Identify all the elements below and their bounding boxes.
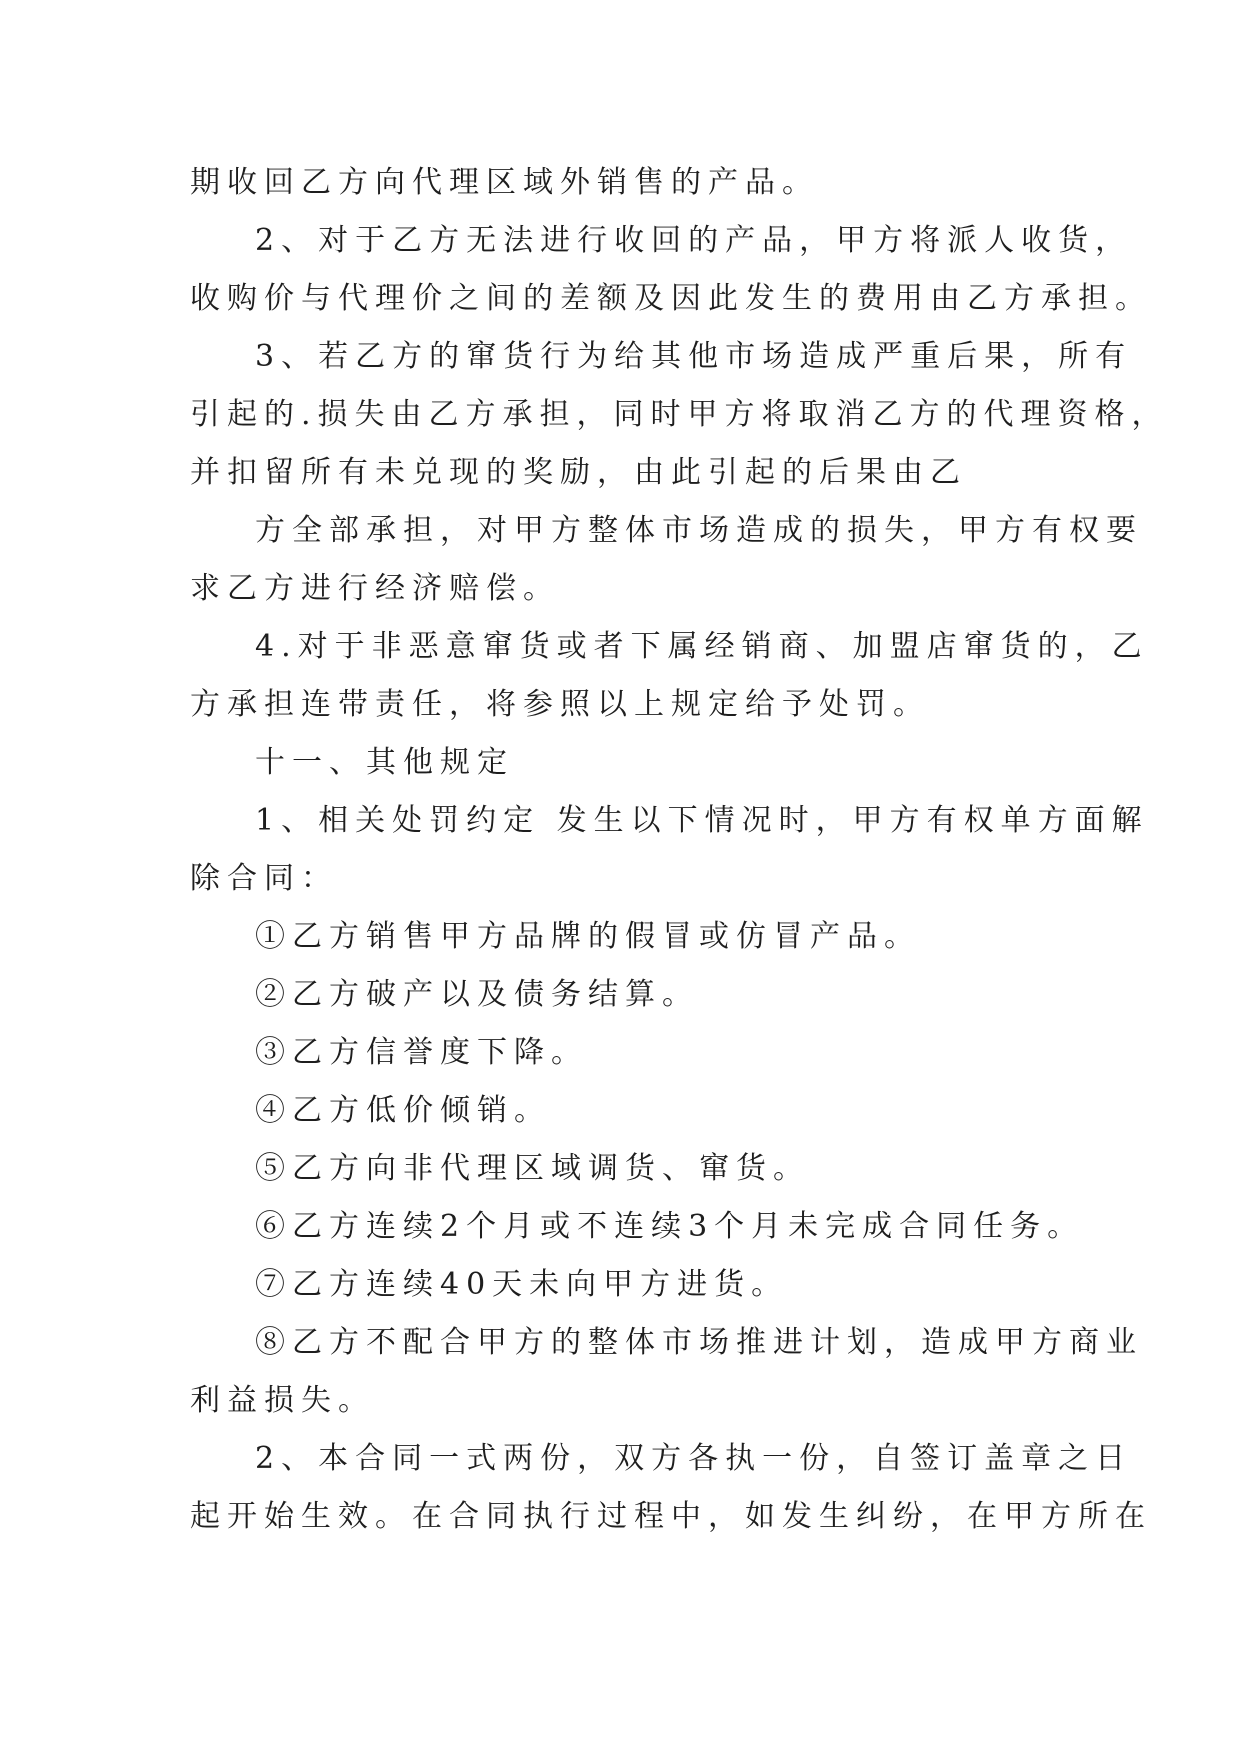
text-line: 利益损失。: [190, 1383, 375, 1418]
list-item: ②乙方破产以及债务结算。: [255, 977, 699, 1012]
text-line: 收购价与代理价之间的差额及因此发生的费用由乙方承担。: [190, 281, 1152, 316]
text-line: 3、若乙方的窜货行为给其他市场造成严重后果，所有: [255, 339, 1133, 374]
list-item: ⑥乙方连续2个月或不连续3个月未完成合同任务。: [255, 1209, 1085, 1244]
list-item: ⑧乙方不配合甲方的整体市场推进计划，造成甲方商业: [255, 1325, 1143, 1360]
text-line: 1、相关处罚约定 发生以下情况时，甲方有权单方面解: [255, 803, 1149, 838]
list-item: ③乙方信誉度下降。: [255, 1035, 588, 1070]
text-line: 除合同：: [190, 861, 338, 896]
text-line: 2、对于乙方无法进行收回的产品，甲方将派人收货，: [255, 223, 1133, 258]
list-item: ⑦乙方连续40天未向甲方进货。: [255, 1267, 789, 1302]
text-line: 求乙方进行经济赔偿。: [190, 571, 560, 606]
text-line: 引起的.损失由乙方承担，同时甲方将取消乙方的代理资格，: [190, 397, 1169, 432]
text-line: 方承担连带责任，将参照以上规定给予处罚。: [190, 687, 930, 722]
text-line: 2、本合同一式两份，双方各执一份，自签订盖章之日: [255, 1441, 1133, 1476]
text-line: 4.对于非恶意窜货或者下属经销商、加盟店窜货的，乙: [255, 629, 1149, 664]
list-item: ⑤乙方向非代理区域调货、窜货。: [255, 1151, 810, 1186]
section-heading: 十一、其他规定: [255, 745, 514, 780]
text-line: 方全部承担，对甲方整体市场造成的损失，甲方有权要: [255, 513, 1143, 548]
text-line: 期收回乙方向代理区域外销售的产品。: [190, 165, 819, 200]
list-item: ①乙方销售甲方品牌的假冒或仿冒产品。: [255, 919, 921, 954]
text-line: 起开始生效。在合同执行过程中，如发生纠纷，在甲方所在: [190, 1499, 1152, 1534]
list-item: ④乙方低价倾销。: [255, 1093, 551, 1128]
text-line: 并扣留所有未兑现的奖励，由此引起的后果由乙: [190, 455, 967, 490]
